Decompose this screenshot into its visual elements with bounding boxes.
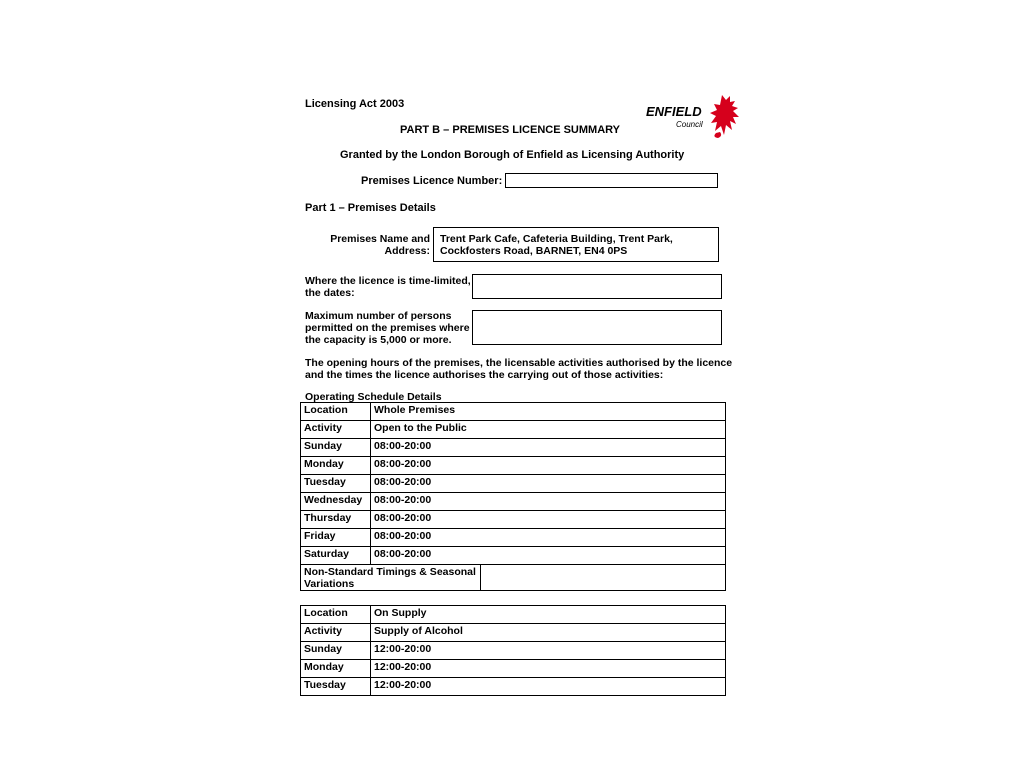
max-persons-field	[472, 310, 722, 345]
max-persons-label: Maximum number of persons permitted on the premises where the capacity is 5,000 or more.	[305, 310, 470, 346]
table-row: Wednesday 08:00-20:00	[301, 493, 726, 511]
dragon-icon	[708, 93, 742, 139]
licence-number-label: Premises Licence Number:	[361, 175, 503, 187]
act-title: Licensing Act 2003	[305, 98, 405, 110]
premises-label: Premises Name and Address:	[330, 233, 430, 257]
table-row: Location On Supply	[301, 606, 726, 624]
premises-address-line-1: Trent Park Cafe, Cafeteria Building, Trent Park,	[440, 233, 673, 245]
premises-address-box	[433, 227, 719, 262]
non-standard-timings-value	[481, 565, 726, 591]
opening-hours-text: The opening hours of the premises, the licensable activities authorised by the licence and the times the licence authorises the carrying out of those activities:	[305, 357, 733, 381]
operating-schedule-table-1	[300, 402, 726, 591]
time-limited-label: Where the licence is time-limited, the dates:	[305, 275, 471, 299]
logo-sub: Council	[676, 120, 703, 129]
part-title: PART B – PREMISES LICENCE SUMMARY	[400, 124, 621, 136]
table-row: Tuesday 08:00-20:00	[301, 475, 726, 493]
table-row: Friday 08:00-20:00	[301, 529, 726, 547]
logo-name: ENFIELD	[646, 104, 702, 119]
schedule-heading: Operating Schedule Details	[305, 391, 442, 403]
table-row: Activity Supply of Alcohol	[301, 624, 726, 642]
part1-heading: Part 1 – Premises Details	[305, 202, 436, 214]
table-row: Monday 12:00-20:00	[301, 660, 726, 678]
non-standard-timings-label: Non-Standard Timings & Seasonal Variations	[301, 565, 481, 591]
non-standard-timings-row	[301, 565, 726, 591]
licence-number-field	[505, 173, 718, 188]
table-row: Sunday 12:00-20:00	[301, 642, 726, 660]
table-row: Tuesday 12:00-20:00	[301, 678, 726, 696]
operating-schedule-table-2	[300, 605, 726, 696]
table-row: Location Whole Premises	[301, 403, 726, 421]
table-row: Activity Open to the Public	[301, 421, 726, 439]
enfield-logo	[646, 93, 746, 141]
time-limited-field	[472, 274, 722, 299]
table-row: Monday 08:00-20:00	[301, 457, 726, 475]
table-row: Saturday 08:00-20:00	[301, 547, 726, 565]
granted-by-text: Granted by the London Borough of Enfield as Licensing Authority	[340, 149, 685, 161]
table-row: Thursday 08:00-20:00	[301, 511, 726, 529]
table-row: Sunday 08:00-20:00	[301, 439, 726, 457]
premises-address-line-2: Cockfosters Road, BARNET, EN4 0PS	[440, 245, 628, 257]
